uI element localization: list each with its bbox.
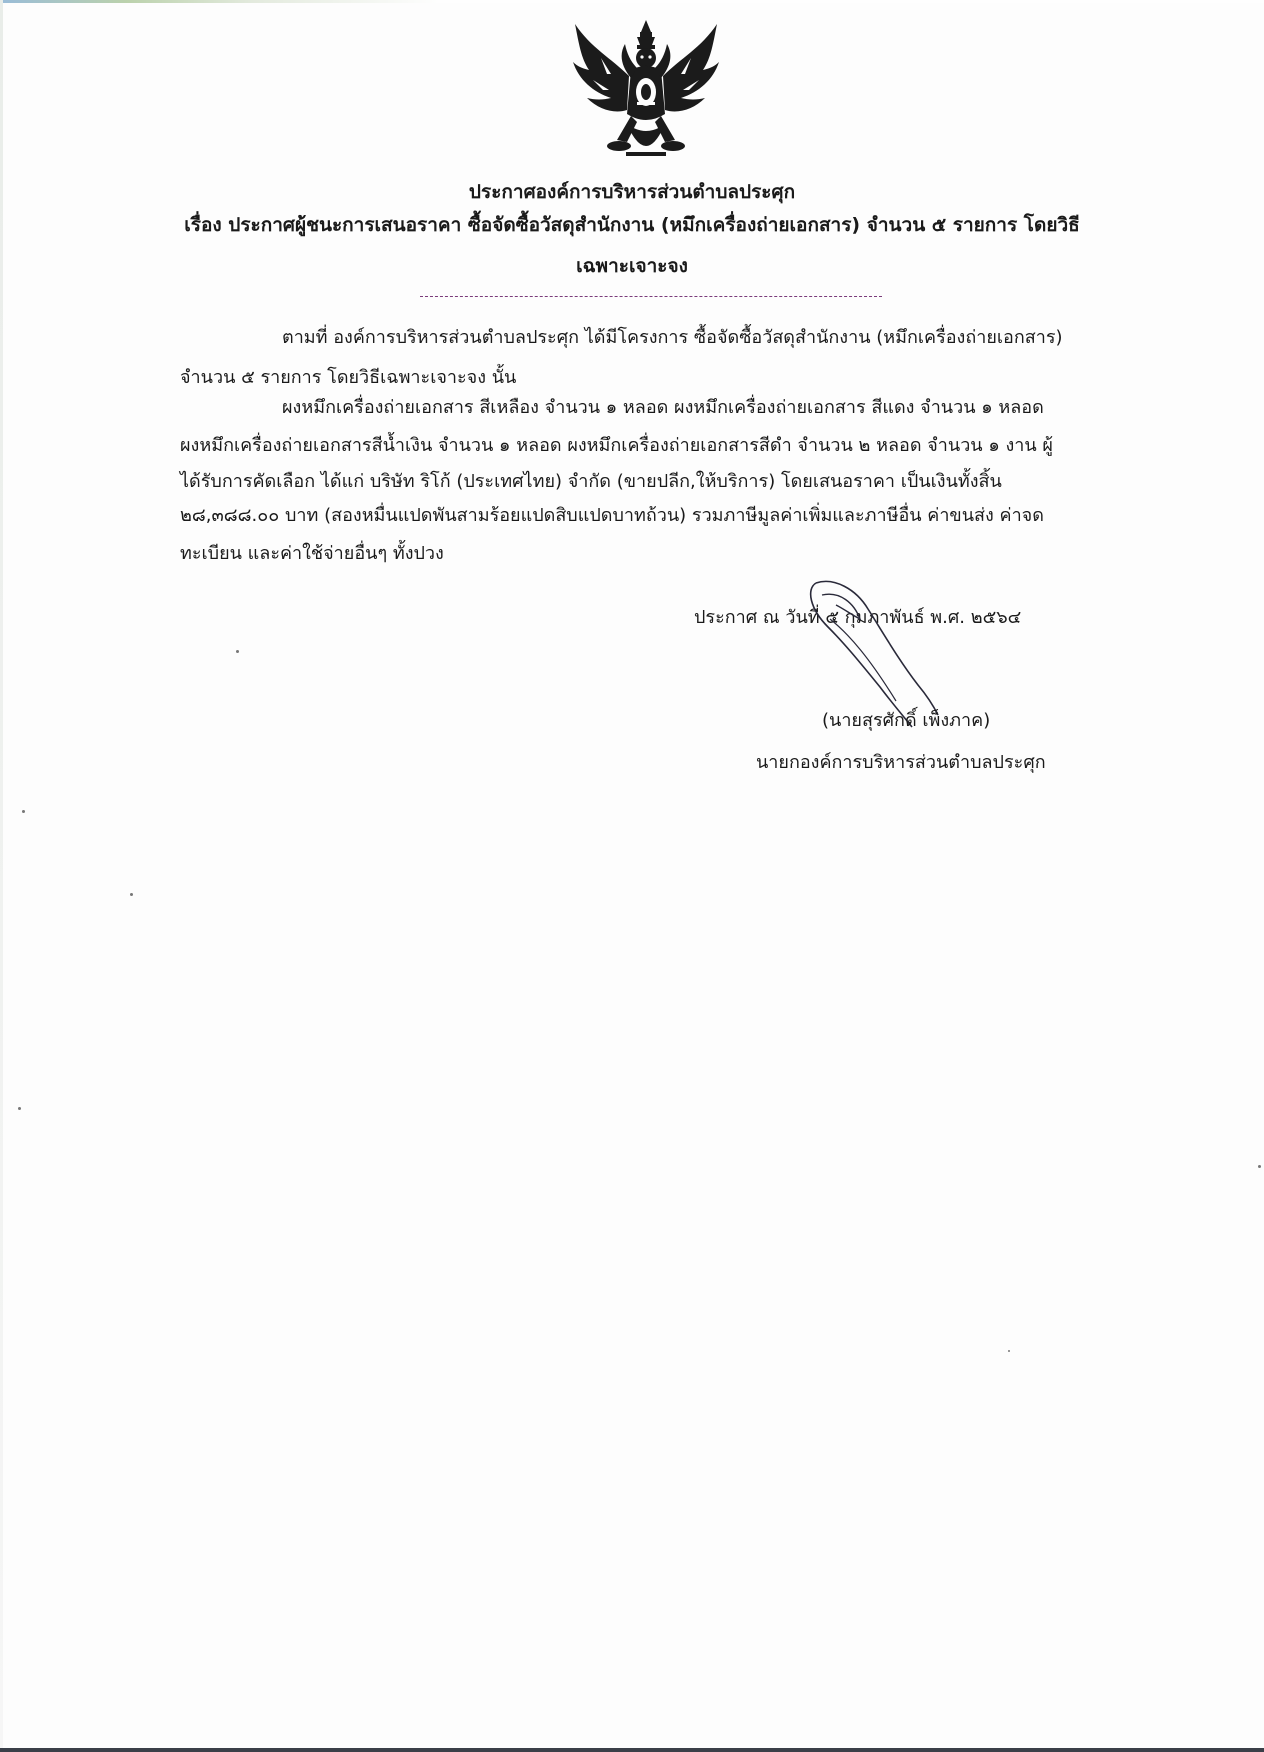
body-line: ๒๘,๓๘๘.๐๐ บาท (สองหมื่นแปดพันสามร้อยแปดสิบแปดบาทถ้วน) รวมภาษีมูลค่าเพิ่มและภาษีอื่น ค่าขนส่ง ค่าจด <box>180 505 1044 526</box>
body-line: ทะเบียน และค่าใช้จ่ายอื่นๆ ทั้งปวง <box>180 543 444 564</box>
announcement-title: ประกาศองค์การบริหารส่วนตำบลประศุก <box>468 181 796 203</box>
scan-speck <box>22 810 25 813</box>
signer-title: นายกองค์การบริหารส่วนตำบลประศุก <box>756 752 1046 773</box>
divider-line <box>420 296 882 297</box>
scan-speck <box>1258 1165 1261 1168</box>
scan-bottom-edge <box>0 1748 1264 1752</box>
scan-speck <box>18 1107 21 1110</box>
body-line: ตามที่ องค์การบริหารส่วนตำบลประศุก ได้มีโครงการ ซื้อจัดซื้อวัสดุสำนักงาน (หมึกเครื่องถ่ายเอกสาร) <box>282 327 1063 348</box>
scan-top-edge <box>0 0 1264 3</box>
garuda-emblem-icon <box>571 18 721 168</box>
scan-speck <box>1008 1350 1010 1352</box>
scan-speck <box>130 893 133 896</box>
scan-left-edge <box>0 0 3 1752</box>
scan-speck <box>236 650 239 653</box>
signer-name: (นายสุรศักดิ์ เพ็งภาค) <box>822 710 991 731</box>
announcement-subject: เรื่อง ประกาศผู้ชนะการเสนอราคา ซื้อจัดซื้อวัสดุสำนักงาน (หมึกเครื่องถ่ายเอกสาร) จำนวน ๕ รายการ โดยวิธี <box>184 214 1080 236</box>
body-line: จำนวน ๕ รายการ โดยวิธีเฉพาะเจาะจง นั้น <box>180 367 517 388</box>
announcement-subject-continued: เฉพาะเจาะจง <box>576 255 688 277</box>
announcement-date: ประกาศ ณ วันที่ ๕ กุมภาพันธ์ พ.ศ. ๒๕๖๔ <box>694 607 1022 628</box>
body-line: ผงหมึกเครื่องถ่ายเอกสาร สีเหลือง จำนวน ๑ หลอด ผงหมึกเครื่องถ่ายเอกสาร สีแดง จำนวน ๑ หลอด <box>282 397 1044 418</box>
body-line: ได้รับการคัดเลือก ได้แก่ บริษัท ริโก้ (ประเทศไทย) จำกัด (ขายปลีก,ให้บริการ) โดยเสนอราคา เป็นเงินทั้งสิ้น <box>180 471 1002 492</box>
body-line: ผงหมึกเครื่องถ่ายเอกสารสีน้ำเงิน จำนวน ๑ หลอด ผงหมึกเครื่องถ่ายเอกสารสีดำ จำนวน ๒ หลอด จำนวน ๑ งาน ผู้ <box>180 435 1053 456</box>
